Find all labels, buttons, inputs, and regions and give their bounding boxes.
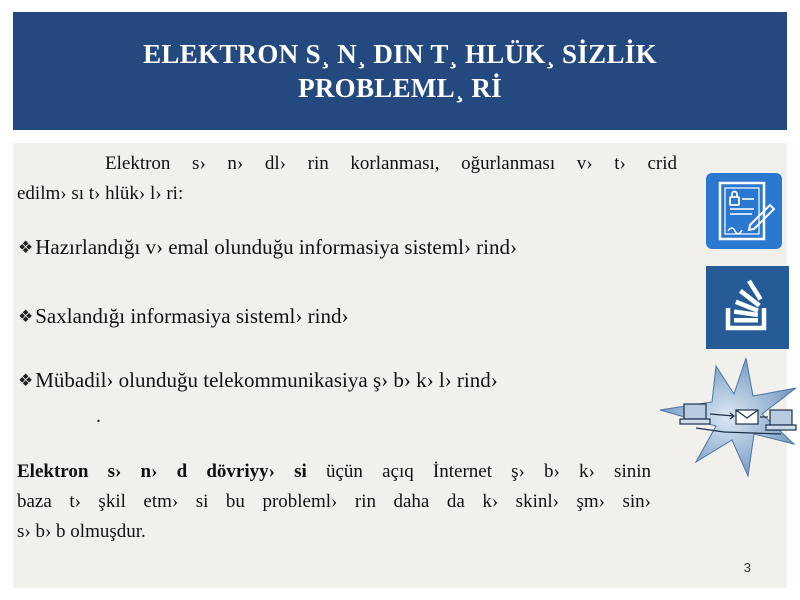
slide-title <box>13 12 787 130</box>
title-line-1: ELEKTRON S¸ N¸ DIN T¸ HLÜK¸ SİZLİK <box>143 39 657 69</box>
diamond-bullet-icon: ❖ <box>18 370 34 390</box>
bottom-bold-phrase: Elektron s› n› d dövriyy› si <box>17 461 307 482</box>
intro-line-2: edilm› sı t› hlük› l› ri: <box>17 183 184 204</box>
bottom-line-3: s› b› b olmuşdur. <box>17 521 146 542</box>
title-line-2: PROBLEML¸ Rİ <box>298 73 502 103</box>
intro-line-1: Elektron s› n› dl› rin korlanması, oğurlanması v› t› crid <box>105 153 677 174</box>
bullet-item-2: ❖ Saxlandığı informasiya sisteml› rind› <box>18 304 349 328</box>
diamond-bullet-icon: ❖ <box>18 237 34 257</box>
page-number: 3 <box>743 560 751 575</box>
network-star-icon <box>656 352 800 480</box>
bottom-paragraph: Elektron s› n› d dövriyy› si üçün açıq İnternet ş› b› k› sinin baza t› şkil etm› si bu probleml› rin daha da k› skinl› şm› sin› s› b› b olmuşdur. <box>17 457 651 547</box>
bullet-item-3: ❖ Mübadil› olunduğu telekommunikasiya ş› b› k› l› rind› <box>18 368 498 392</box>
diamond-bullet-icon: ❖ <box>18 306 34 326</box>
stray-dot: . <box>96 405 101 427</box>
intro-paragraph <box>17 149 677 209</box>
signed-document-icon <box>706 173 782 249</box>
bullet-item-1: ❖ Hazırlandığı v› emal olunduğu informasiya sisteml› rind› <box>18 235 517 259</box>
stack-overflow-icon <box>706 266 789 349</box>
bottom-line-2: baza t› şkil etm› si bu probleml› rin daha da k› skinl› şm› sin› <box>17 491 651 512</box>
